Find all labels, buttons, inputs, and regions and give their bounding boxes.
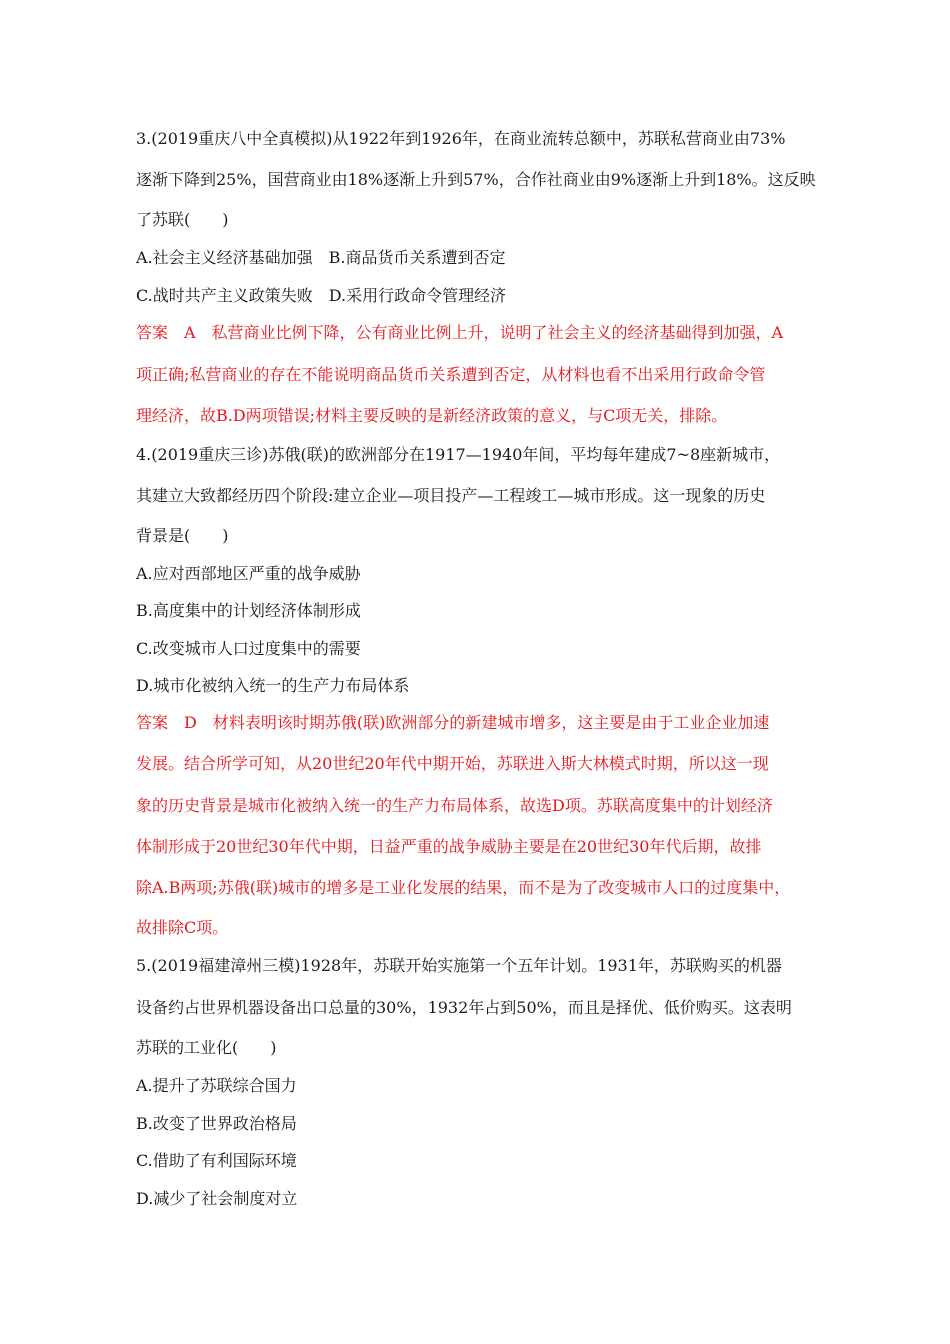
q4-answer-line-2: 发展。结合所学可知，从20世纪20年代中期开始，苏联进入斯大林模式时期，所以这一现 [136,754,769,773]
q4-answer-line-6: 故排除C项。 [136,918,229,937]
q4-option-d: D.城市化被纳入统一的生产力布局体系 [136,676,410,695]
q4-stem-line-1: 4.(2019重庆三诊)苏俄(联)的欧洲部分在1917—1940年间，平均每年建成7~8座新城市， [136,445,781,464]
q3-answer-line-2: 项正确;私营商业的存在不能说明商品货币关系遭到否定，从材料也看不出采用行政命令管 [136,365,766,384]
q4-answer-line-4: 体制形成于20世纪30年代中期，日益严重的战争威胁主要是在20世纪30年代后期，故排 [136,837,762,856]
q4-stem-line-3: 背景是( ) [136,526,229,545]
q5-stem-line-2: 设备约占世界机器设备出口总量的30%，1932年占到50%，而且是择优、低价购买。这表明 [136,998,792,1017]
q5-option-a: A.提升了苏联综合国力 [136,1076,297,1095]
q3-option-line-1: A.社会主义经济基础加强 B.商品货币关系遭到否定 [136,248,506,267]
q4-option-b: B.高度集中的计划经济体制形成 [136,601,361,620]
q5-option-d: D.减少了社会制度对立 [136,1189,298,1208]
q3-stem-line-1: 3.(2019重庆八中全真模拟)从1922年到1926年，在商业流转总额中，苏联私营商业由73% [136,129,786,148]
q3-option-line-2: C.战时共产主义政策失败 D.采用行政命令管理经济 [136,286,507,305]
q3-stem-line-3: 了苏联( ) [136,210,229,229]
q5-option-b: B.改变了世界政治格局 [136,1114,297,1133]
q4-answer-line-1: 答案 D 材料表明该时期苏俄(联)欧洲部分的新建城市增多，这主要是由于工业企业加速 [136,713,770,732]
q5-option-c: C.借助了有利国际环境 [136,1151,297,1170]
q3-answer-line-1: 答案 A 私营商业比例下降，公有商业比例上升，说明了社会主义的经济基础得到加强，A [136,323,784,342]
q4-answer-line-3: 象的历史背景是城市化被纳入统一的生产力布局体系，故选D项。苏联高度集中的计划经济 [136,796,773,815]
q5-stem-line-3: 苏联的工业化( ) [136,1038,277,1057]
q4-stem-line-2: 其建立大致都经历四个阶段:建立企业—项目投产—工程竣工—城市形成。这一现象的历史 [136,486,766,505]
q4-option-c: C.改变城市人口过度集中的需要 [136,639,361,658]
q3-answer-line-3: 理经济，故B.D两项错误;材料主要反映的是新经济政策的意义，与C项无关，排除。 [136,406,728,425]
q3-stem-line-2: 逐渐下降到25%，国营商业由18%逐渐上升到57%，合作社商业由9%逐渐上升到18%。这反映 [136,170,816,189]
q4-answer-line-5: 除A.B两项;苏俄(联)城市的增多是工业化发展的结果，而不是为了改变城市人口的过度集中， [136,878,791,897]
q5-stem-line-1: 5.(2019福建漳州三模)1928年，苏联开始实施第一个五年计划。1931年，苏联购买的机器 [136,956,782,975]
q4-option-a: A.应对西部地区严重的战争威胁 [136,564,361,583]
